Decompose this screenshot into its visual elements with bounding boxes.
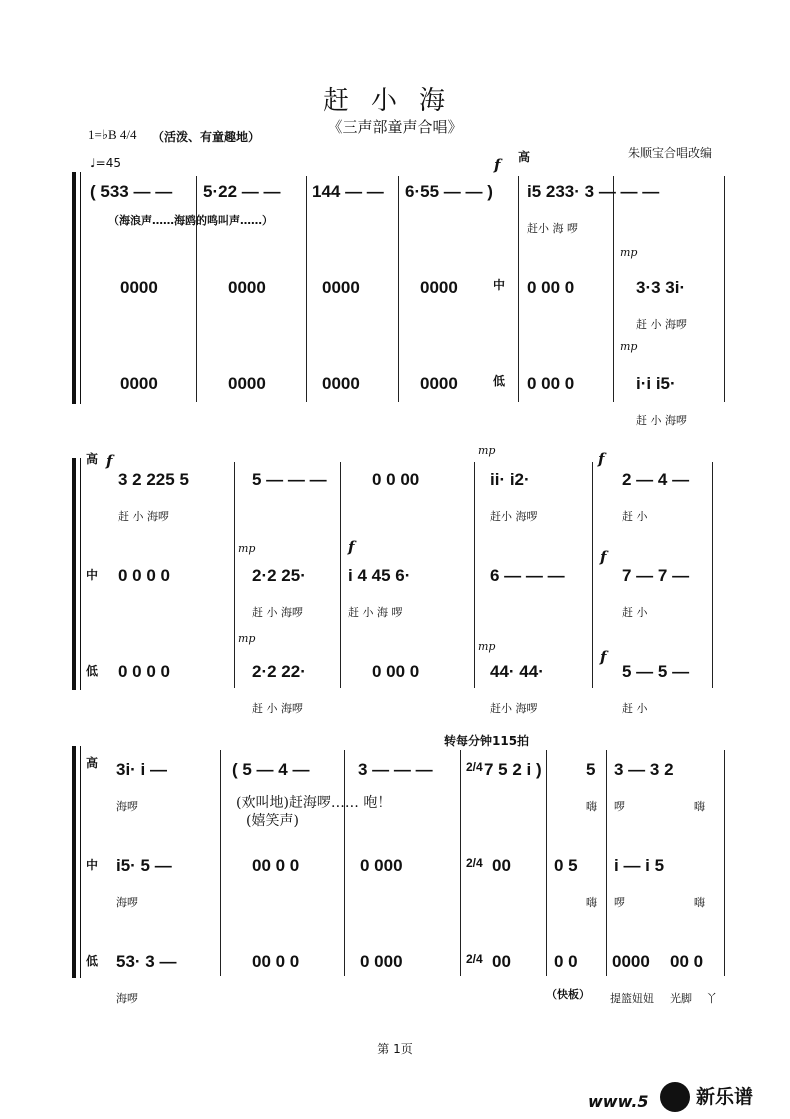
low-measure: 0 00 0 [372, 662, 420, 681]
mid-measure: 0 000 [360, 856, 403, 875]
high-lyric: 赶 小 海啰 [118, 510, 169, 523]
low-measure: 0000 [612, 952, 650, 971]
system2-bracket [72, 458, 76, 690]
mid-lyric: 赶 小 海啰 [252, 606, 303, 619]
record-logo-icon [660, 1082, 690, 1112]
high-measure: 5 [586, 760, 596, 779]
barline [306, 176, 307, 402]
mid-notes: 3·3 3i· [636, 278, 686, 297]
barline [344, 750, 345, 976]
mid-rest: 0000 [322, 278, 360, 297]
mid-lyric: 海啰 [116, 896, 138, 909]
low-measure: 00 [492, 952, 511, 971]
dynamic-forte: f [598, 450, 605, 468]
high-measure: 2 — 4 — [622, 470, 690, 489]
part-label-high: 高 [518, 150, 531, 164]
low-rest: 0000 [420, 374, 458, 393]
mid-measure: 6 — — — [490, 566, 565, 585]
mid-lyric: 赶 小 海 啰 [348, 606, 403, 619]
mid-rest: 0 00 0 [527, 278, 575, 297]
system3-barline-left [80, 746, 81, 978]
low-measure: 00 0 [670, 952, 704, 971]
barline [234, 462, 235, 688]
high-measure: 3 — 3 2 [614, 760, 674, 779]
low-lyric: 丫 [706, 992, 717, 1005]
high-lyric: 赶 小 [622, 510, 648, 523]
low-lyric: 赶 小 海啰 [636, 414, 687, 427]
intro-measure-1: ( 533 — — [90, 182, 173, 201]
time-signature: 2/4 [466, 760, 483, 774]
dynamic-mezzo-piano: mp [478, 444, 496, 457]
barline [592, 462, 593, 688]
mid-measure: 2·2 25· [252, 566, 306, 585]
high-measure: 7 5 2 i ) [484, 760, 542, 779]
mid-measure: i 4 45 6· [348, 566, 411, 585]
song-subtitle: 《三声部童声合唱》 [327, 118, 463, 136]
high-measure: ii· i2· [490, 470, 530, 489]
mid-measure: 0 0 0 0 [118, 566, 170, 585]
intro-measure-3: 144 — — [312, 182, 384, 201]
mid-lyric: 赶 小 海啰 [636, 318, 687, 331]
intro-measure-2: 5·22 — — [203, 182, 281, 201]
system1-bracket [72, 172, 76, 404]
high-lyric: 海啰 [116, 800, 138, 813]
expression-marking: （活泼、有童趣地） [152, 130, 261, 144]
mid-measure: 00 [492, 856, 511, 875]
barline [518, 176, 519, 402]
high-notes: i5 233· 3 — — — [527, 182, 660, 201]
tempo-marking: ♩=45 [90, 156, 121, 170]
barline [724, 176, 725, 402]
barline [196, 176, 197, 402]
mid-lyric: 嗨 [586, 896, 597, 909]
mid-rest: 0000 [228, 278, 266, 297]
intro-measure-4: 6·55 — — ) [405, 182, 493, 201]
mid-measure: i — i 5 [614, 856, 665, 875]
high-measure: 3i· i — [116, 760, 168, 779]
high-lyric: 赶小 海啰 [490, 510, 538, 523]
barline [398, 176, 399, 402]
low-measure: 5 — 5 — [622, 662, 690, 681]
dynamic-mezzo-piano: mp [238, 542, 256, 555]
watermark-brand: 新乐谱 [696, 1086, 754, 1108]
dynamic-forte: f [494, 156, 501, 174]
part-label-high: 高 [86, 756, 99, 770]
high-lyric: 嗨 [586, 800, 597, 813]
dynamic-forte: f [600, 648, 607, 666]
tempo-change: 转每分钟115拍 [444, 734, 530, 748]
key-signature: 1=♭B 4/4 [88, 127, 137, 142]
low-lyric: 赶小 海啰 [490, 702, 538, 715]
barline [340, 462, 341, 688]
mid-measure: 00 0 0 [252, 856, 300, 875]
system1-barline-left [80, 172, 81, 404]
low-measure: 0 000 [360, 952, 403, 971]
mid-lyric: 赶 小 [622, 606, 648, 619]
high-lyric: 赶小 海 啰 [527, 222, 578, 235]
low-measure: 44· 44· [490, 662, 544, 681]
low-measure: 53· 3 — [116, 952, 177, 971]
dynamic-mezzo-piano: mp [238, 632, 256, 645]
part-label-low: 低 [86, 954, 99, 968]
barline [460, 750, 461, 976]
mid-measure: 7 — 7 — [622, 566, 690, 585]
system3-bracket [72, 746, 76, 978]
dynamic-forte: f [106, 452, 113, 470]
mid-rest: 0000 [120, 278, 158, 297]
low-measure: 0 0 0 0 [118, 662, 170, 681]
mid-measure: i5· 5 — [116, 856, 172, 875]
part-label-mid: 中 [86, 568, 99, 582]
barline [606, 750, 607, 976]
time-signature: 2/4 [466, 856, 483, 870]
low-measure: 00 0 0 [252, 952, 300, 971]
part-label-low: 低 [493, 374, 506, 388]
mid-lyric: 嗨 [694, 896, 705, 909]
low-lyric: 提篮妞妞 [610, 992, 654, 1005]
high-lyric-shout: (欢叫地)赶海啰…… 咆！ [236, 795, 392, 811]
low-lyric: 赶 小 海啰 [252, 702, 303, 715]
barline [712, 462, 713, 688]
barline [546, 750, 547, 976]
high-measure: 5 — — — [252, 470, 327, 489]
low-measure: 2·2 22· [252, 662, 306, 681]
system2-barline-left [80, 458, 81, 690]
high-lyric: 啰 [614, 800, 625, 813]
part-label-high: 高 [86, 452, 99, 466]
low-rest: 0000 [228, 374, 266, 393]
page-number: 第 1页 [377, 1042, 413, 1056]
high-lyric: 嗨 [694, 800, 705, 813]
part-label-mid: 中 [86, 858, 99, 872]
mid-measure: 0 5 [554, 856, 578, 875]
barline [220, 750, 221, 976]
intro-lyric: （海浪声……海鸥的鸣叫声……） [108, 214, 273, 227]
low-rest: 0 00 0 [527, 374, 575, 393]
dynamic-mezzo-piano: mp [478, 640, 496, 653]
low-lyric: 海啰 [116, 992, 138, 1005]
barline [613, 176, 614, 402]
arranger-credit: 朱顺宝合唱改编 [628, 146, 713, 160]
part-label-low: 低 [86, 664, 99, 678]
barline [474, 462, 475, 688]
dynamic-forte: f [600, 548, 607, 566]
high-measure: 3 — — — [358, 760, 433, 779]
low-lyric: 光脚 [670, 992, 692, 1005]
high-measure: ( 5 — 4 — [232, 760, 310, 779]
mid-lyric: 啰 [614, 896, 625, 909]
part-label-mid: 中 [493, 278, 506, 292]
low-rest: 0000 [120, 374, 158, 393]
dynamic-mezzo-piano: mp [620, 340, 638, 353]
barline [724, 750, 725, 976]
high-lyric-laugh: (嬉笑声) [246, 813, 299, 829]
mid-rest: 0000 [420, 278, 458, 297]
low-rest: 0000 [322, 374, 360, 393]
time-signature: 2/4 [466, 952, 483, 966]
watermark-site: www.5 [588, 1092, 649, 1111]
low-measure: 0 0 [554, 952, 578, 971]
dynamic-forte: f [348, 538, 355, 556]
dynamic-mezzo-piano: mp [620, 246, 638, 259]
low-lyric: 赶 小 [622, 702, 648, 715]
high-measure: 3 2 225 5 [118, 470, 189, 489]
high-measure: 0 0 00 [372, 470, 420, 489]
low-notes: i·i i5· [636, 374, 676, 393]
tempo-marking-allegro: （快板） [546, 988, 590, 1001]
song-title: 赶小海 [322, 86, 467, 116]
